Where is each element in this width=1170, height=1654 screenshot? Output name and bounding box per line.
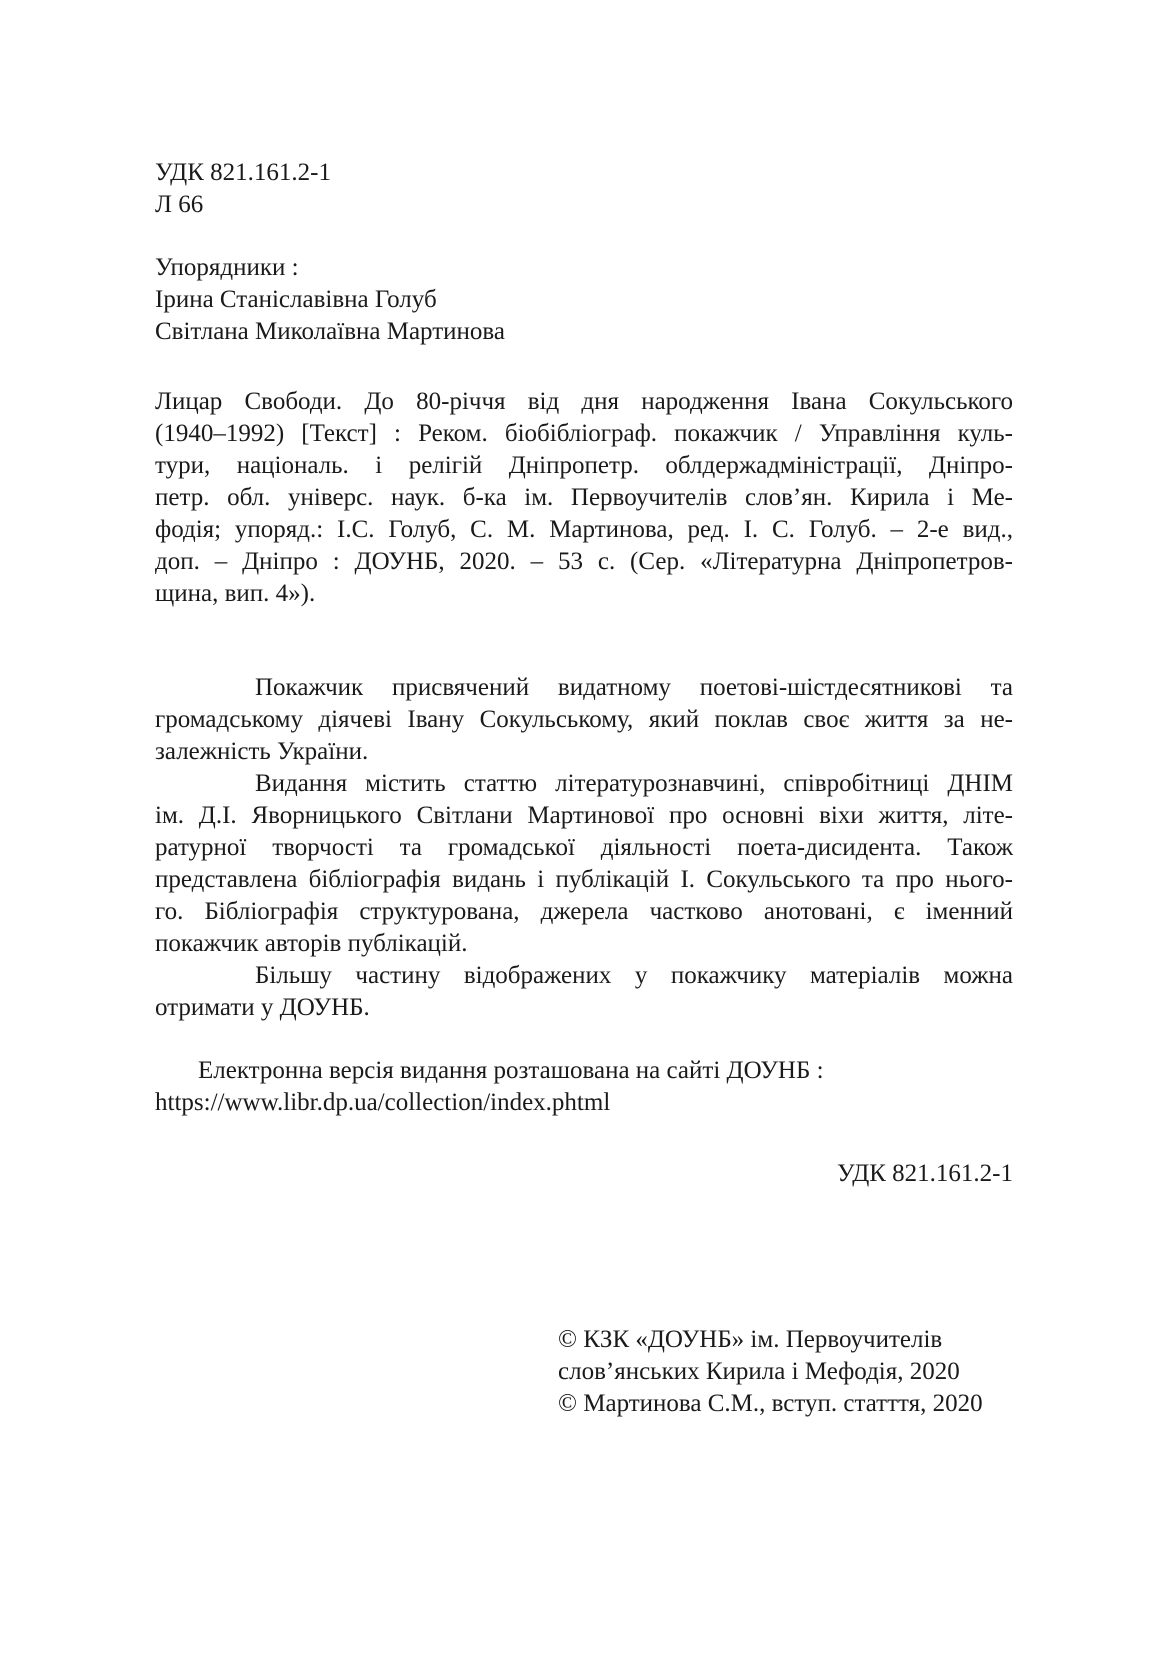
annotation-line: отримати у ДОУНБ. xyxy=(155,994,370,1021)
bib-line: (1940–1992) [Текст] : Реком. біобібліограф. покажчик / Управління куль- xyxy=(155,420,1013,447)
copyright-line: © КЗК «ДОУНБ» ім. Первоучителів xyxy=(558,1326,943,1353)
udk-code-footer: УДК 821.161.2-1 xyxy=(837,1160,1013,1187)
annotation-line: го. Бібліографія структурована, джерела частково анотовані, є іменний xyxy=(155,898,1013,925)
annotation-line: Видання містить статтю літературознавчині, співробітниці ДНІМ xyxy=(255,770,1013,797)
compiler-name: Світлана Миколаївна Мартинова xyxy=(155,318,505,345)
copyright-block xyxy=(558,1324,1018,1420)
author-mark: Л 66 xyxy=(155,191,204,218)
annotation-line: ім. Д.І. Яворницького Світлани Мартинової про основні віхи життя, літе- xyxy=(155,802,1013,829)
bib-line: щина, вип. 4»). xyxy=(155,580,316,607)
electronic-version xyxy=(155,1055,1013,1119)
compiler-name: Ірина Станіславівна Голуб xyxy=(155,286,437,313)
copyright-line: © Мартинова С.М., вступ. статття, 2020 xyxy=(558,1390,983,1417)
compilers-block xyxy=(155,252,1013,348)
bib-line: петр. обл. універс. наук. б-ка ім. Первоучителів слов’ян. Кирила і Ме- xyxy=(155,484,1013,511)
compilers-label: Упорядники : xyxy=(155,254,299,281)
udk-footer xyxy=(155,1158,1013,1190)
bibliographic-entry xyxy=(155,386,1013,610)
annotation-paragraph xyxy=(155,960,1013,1024)
annotation-line: громадському діячеві Івану Сокульському, який поклав своє життя за не- xyxy=(155,706,1013,733)
bib-line: фодія; упоряд.: І.С. Голуб, С. М. Мартинова, ред. І. С. Голуб. – 2-е вид., xyxy=(155,516,1013,543)
bib-line: тури, національ. і релігій Дніпропетр. облдержадміністрації, Дніпро- xyxy=(155,452,1013,479)
bib-line: Лицар Свободи. До 80-річчя від дня народження Івана Сокульського xyxy=(155,388,1013,415)
annotation-line: Більшу частину відображених у покажчику матеріалів можна xyxy=(255,962,1013,989)
annotation-line: представлена бібліографія видань і публікацій І. Сокульського та про нього- xyxy=(155,866,1013,893)
udk-header xyxy=(155,157,1013,221)
udk-code: УДК 821.161.2-1 xyxy=(155,159,331,186)
annotation-line: залежність України. xyxy=(155,738,369,765)
bib-line: доп. – Дніпро : ДОУНБ, 2020. – 53 с. (Сер. «Літературна Дніпропетров- xyxy=(155,548,1013,575)
annotation xyxy=(155,672,1013,1024)
electronic-version-url[interactable]: https://www.libr.dp.ua/collection/index.phtml xyxy=(155,1089,611,1116)
annotation-line: покажчик авторів публікацій. xyxy=(155,930,468,957)
electronic-version-label: Електронна версія видання розташована на сайті ДОУНБ : xyxy=(198,1057,824,1084)
copyright-line: слов’янських Кирила і Мефодія, 2020 xyxy=(558,1358,960,1385)
annotation-paragraph xyxy=(155,672,1013,768)
annotation-line: Покажчик присвячений видатному поетові-шістдесятникові та xyxy=(255,674,1013,701)
annotation-line: ратурної творчості та громадської діяльності поета-дисидента. Також xyxy=(155,834,1013,861)
annotation-paragraph xyxy=(155,768,1013,960)
